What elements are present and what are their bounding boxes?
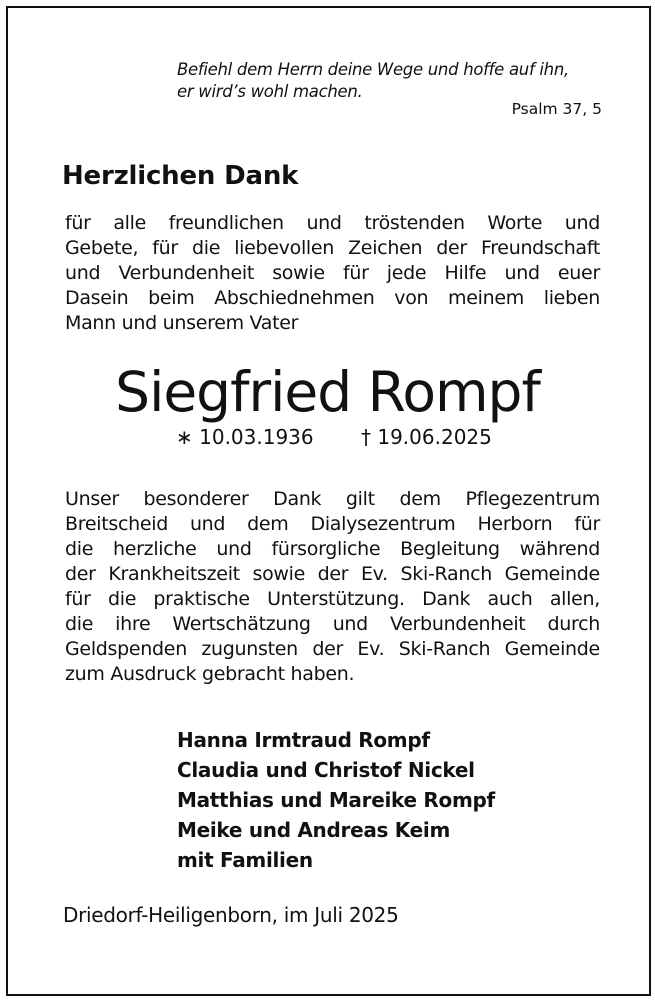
word: beim xyxy=(148,287,195,309)
word: Mann und unserem Vater xyxy=(65,312,299,334)
birth-date: ∗ 10.03.1936 xyxy=(176,425,314,449)
word: auch xyxy=(487,588,533,610)
word: und xyxy=(216,538,252,560)
paragraph-line xyxy=(65,612,600,637)
paragraph-line xyxy=(65,311,600,336)
word: die xyxy=(192,237,221,259)
paragraph-line xyxy=(65,261,600,286)
family-name: Claudia und Christof Nickel xyxy=(177,758,475,782)
word: Unterstützung. xyxy=(267,588,405,610)
word: Pflegezentrum xyxy=(465,488,600,510)
word: lieben xyxy=(543,287,600,309)
place-and-date: Driedorf-Heiligenborn, im Juli 2025 xyxy=(63,903,399,927)
word: Begleitung xyxy=(400,538,500,560)
word: während xyxy=(519,538,600,560)
word: und xyxy=(306,212,342,234)
family-name: Hanna Irmtraud Rompf xyxy=(177,728,430,752)
word: Worte xyxy=(487,212,543,234)
word: jede xyxy=(386,262,427,284)
word: Breitscheid xyxy=(65,513,168,535)
word: und xyxy=(504,262,540,284)
word: euer xyxy=(557,262,600,284)
intro-paragraph xyxy=(65,211,600,336)
word: und xyxy=(564,212,600,234)
word: die xyxy=(65,613,94,635)
word: Ev. xyxy=(360,563,388,585)
word: liebevollen xyxy=(234,237,335,259)
quote-line: Befiehl dem Herrn deine Wege und hoffe auf ihn, xyxy=(177,60,569,79)
word: durch xyxy=(547,613,600,635)
word: praktische xyxy=(153,588,250,610)
death-date: † 19.06.2025 xyxy=(361,425,492,449)
heading: Herzlichen Dank xyxy=(62,161,299,191)
word: die xyxy=(107,588,137,610)
word: freundlichen xyxy=(168,212,284,234)
word: dem xyxy=(247,513,289,535)
word: für xyxy=(342,262,369,284)
word: dem xyxy=(399,488,441,510)
word: meinem xyxy=(448,287,524,309)
paragraph-line xyxy=(65,562,600,587)
word: sowie xyxy=(252,563,306,585)
word: Gemeinde xyxy=(504,563,600,585)
word: Verbundenheit xyxy=(118,262,254,284)
thanks-paragraph xyxy=(65,487,600,687)
word: Dialysezentrum xyxy=(310,513,456,535)
word: Dank xyxy=(422,588,471,610)
word: Abschiednehmen xyxy=(214,287,375,309)
paragraph-line xyxy=(65,662,600,687)
word: Gebete, xyxy=(65,237,139,259)
word: der xyxy=(317,563,349,585)
word: von xyxy=(394,287,429,309)
bible-quote xyxy=(177,59,607,103)
word: Ski-Ranch xyxy=(398,638,491,660)
word: die xyxy=(65,538,94,560)
word: Freundschaft xyxy=(480,237,600,259)
word: allen, xyxy=(549,588,600,610)
paragraph-line xyxy=(65,236,600,261)
word: für xyxy=(65,212,91,234)
deceased-name: Siegfried Rompf xyxy=(115,360,540,424)
paragraph-line xyxy=(65,587,600,612)
word: fürsorgliche xyxy=(271,538,381,560)
word: der xyxy=(65,563,96,585)
word: ihre xyxy=(115,613,151,635)
word: Ev. xyxy=(357,638,385,660)
paragraph-line xyxy=(65,637,600,662)
word: gilt xyxy=(345,488,375,510)
paragraph-line xyxy=(65,537,600,562)
word: sowie xyxy=(272,262,325,284)
word: zugunsten xyxy=(201,638,298,660)
word: der xyxy=(436,237,467,259)
quote-source: Psalm 37, 5 xyxy=(511,100,602,118)
word: der xyxy=(312,638,343,660)
word: Dasein xyxy=(65,287,129,309)
paragraph-line xyxy=(65,286,600,311)
word: besonderer xyxy=(143,488,249,510)
paragraph-line xyxy=(65,211,600,236)
word: für xyxy=(574,513,600,535)
family-name: mit Familien xyxy=(177,848,313,872)
word: Zeichen xyxy=(348,237,423,259)
word: alle xyxy=(113,212,147,234)
paragraph-line xyxy=(65,512,600,537)
quote-line: er wird’s wohl machen. xyxy=(177,82,363,101)
word: Hilfe xyxy=(444,262,487,284)
word: und xyxy=(65,262,101,284)
family-name: Matthias und Mareike Rompf xyxy=(177,788,495,812)
word: Dank xyxy=(273,488,322,510)
word: und xyxy=(189,513,226,535)
word: Gemeinde xyxy=(504,638,600,660)
word: herzliche xyxy=(113,538,197,560)
word: zum Ausdruck gebracht haben. xyxy=(65,663,355,685)
paragraph-line xyxy=(65,487,600,512)
word: Geldspenden xyxy=(65,638,187,660)
family-name: Meike und Andreas Keim xyxy=(177,818,450,842)
word: Ski-Ranch xyxy=(400,563,492,585)
word: und xyxy=(332,613,368,635)
word: Verbundenheit xyxy=(389,613,526,635)
word: Krankheitszeit xyxy=(108,563,240,585)
word: Unser xyxy=(65,488,119,510)
word: tröstenden xyxy=(364,212,465,234)
word: für xyxy=(152,237,178,259)
family-signatures xyxy=(177,725,495,875)
word: Herborn xyxy=(477,513,553,535)
word: für xyxy=(65,588,91,610)
word: Wertschätzung xyxy=(172,613,311,635)
